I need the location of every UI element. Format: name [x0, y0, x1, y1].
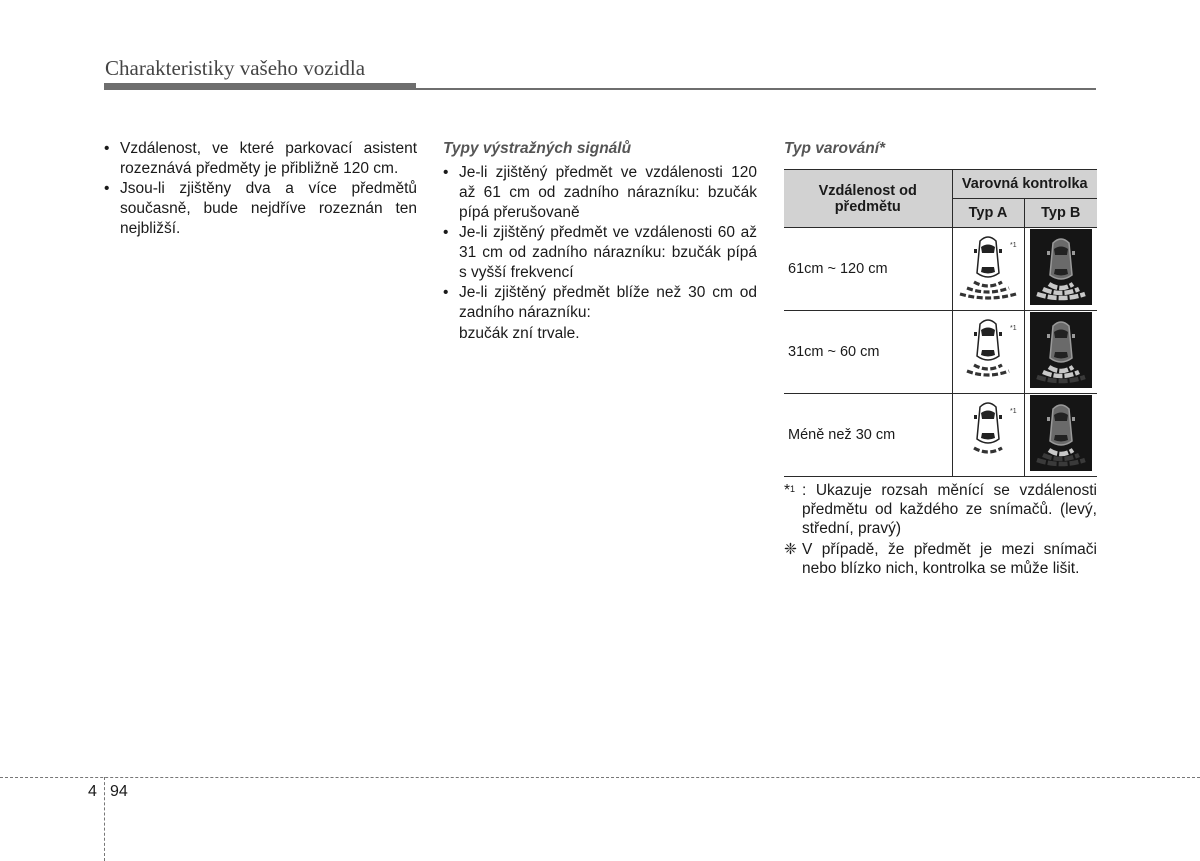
distance-cell: 61cm ~ 120 cm	[784, 228, 952, 311]
column-1	[104, 139, 417, 239]
column-3	[784, 139, 1097, 163]
header-rule-thin	[416, 88, 1096, 90]
footnote-2-mark: ❈	[784, 541, 797, 558]
footnote-2	[784, 540, 1097, 578]
type-b-cell	[1024, 311, 1097, 394]
distance-cell: Méně než 30 cm	[784, 394, 952, 477]
page-number: 94	[110, 783, 128, 800]
footnote-2-text: V případě, že předmět je mezi snímači nebo blízko nich, kontrolka se může lišit.	[802, 541, 1097, 577]
type-a-cell	[952, 311, 1024, 394]
type-b-cell	[1024, 228, 1097, 311]
car-sensor-icon-type-a	[958, 395, 1018, 471]
footnotes	[784, 481, 1097, 578]
bullet-item: • Je-li zjištěný předmět ve vzdálenosti 60 až 31 cm od zadního nárazníku: bzučák pípá s vyšší frekvencí	[443, 223, 757, 283]
signal-types-bullets	[443, 163, 757, 323]
table-row	[784, 394, 1097, 477]
footnote-marker: *1	[1010, 408, 1017, 415]
car-sensor-icon-type-a	[958, 312, 1018, 388]
footnote-1-mark: *$^1$	[784, 482, 796, 499]
signal-types-heading: Typy výstražných signálů	[443, 140, 632, 157]
distance-cell: 31cm ~ 60 cm	[784, 311, 952, 394]
type-b-cell	[1024, 394, 1097, 477]
sensor-arc	[967, 288, 1009, 292]
footnote-1	[784, 481, 1097, 538]
continuous-buzzer-line: bzučák zní trvale.	[459, 325, 580, 342]
car-sensor-icon-type-a	[958, 229, 1018, 305]
distance-header: Vzdálenost od předmětu	[784, 170, 952, 228]
warning-table	[784, 169, 1097, 477]
type-a-cell	[952, 394, 1024, 477]
bullet-item: • Je-li zjištěný předmět blíže než 30 cm od zadního nárazníku:	[443, 283, 757, 323]
footnote-marker: *1	[1010, 325, 1017, 332]
indicator-header: Varovná kontrolka	[952, 170, 1097, 199]
distance-bullets	[104, 139, 417, 239]
type-a-header: Typ A	[952, 199, 1024, 228]
bullet-item: • Je-li zjištěný předmět ve vzdálenosti 120 až 61 cm od zadního nárazníku: bzučák pípá přerušovaně	[443, 163, 757, 223]
bullet-item: • Jsou-li zjištěny dva a více předmětů současně, bude nejdříve rozeznán ten nejbližší.	[104, 179, 417, 239]
car-sensor-icon-type-b	[1030, 229, 1092, 305]
header-rule-thick	[104, 83, 416, 90]
sensor-arc	[967, 371, 1009, 375]
bullet-item: • Vzdálenost, ve které parkovací asistent rozeznává předměty je přibližně 120 cm.	[104, 139, 417, 179]
car-sensor-icon-type-b	[1030, 312, 1092, 388]
column-2	[443, 139, 757, 344]
car-sensor-icon-type-b	[1030, 395, 1092, 471]
type-b-header: Typ B	[1024, 199, 1097, 228]
footnote-marker: *1	[1010, 242, 1017, 249]
sensor-arc	[974, 448, 1002, 452]
footer-divider	[104, 777, 105, 861]
footnote-1-text: : Ukazuje rozsah měnící se vzdálenosti předmětu od každého ze snímačů. (levý, střední, pravý)	[802, 482, 1097, 537]
sensor-arc	[974, 282, 1002, 286]
sensor-arc	[974, 365, 1002, 369]
type-a-cell	[952, 228, 1024, 311]
table-row	[784, 228, 1097, 311]
sensor-arc	[960, 294, 1016, 298]
page-header-title: Charakteristiky vašeho vozidla	[105, 56, 366, 80]
table-row	[784, 311, 1097, 394]
chapter-number: 4	[88, 783, 97, 800]
warning-type-heading: Typ varování*	[784, 140, 886, 157]
footer-rule	[0, 777, 1200, 778]
